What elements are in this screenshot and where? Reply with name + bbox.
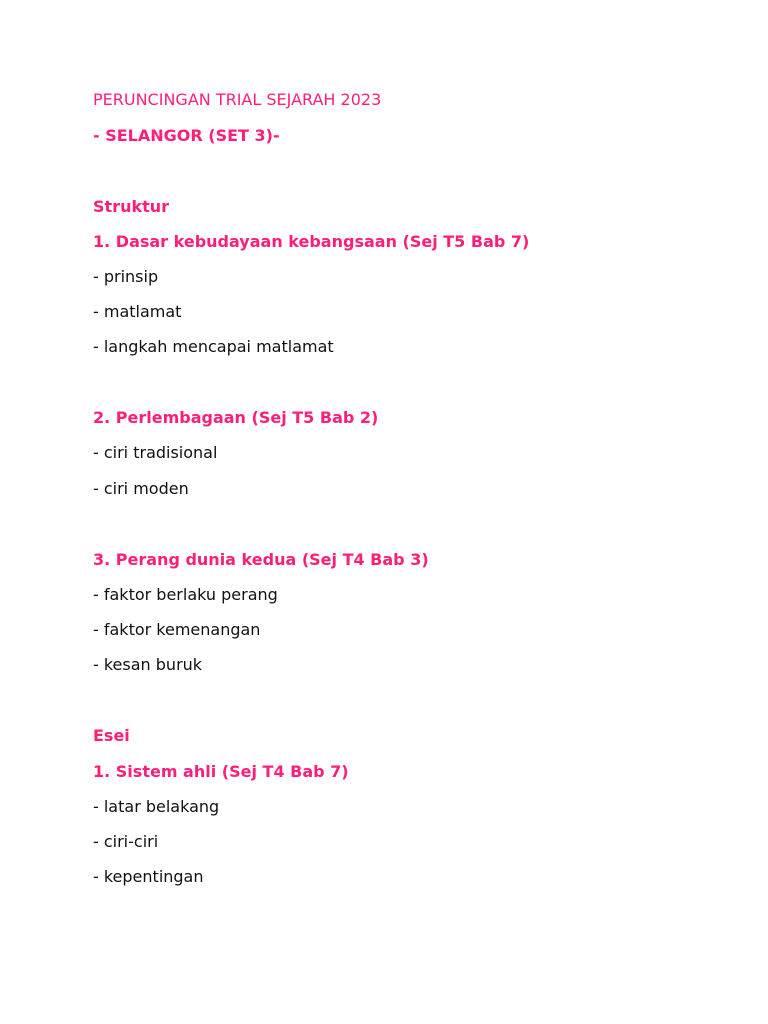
question-point: - matlamat <box>93 302 182 321</box>
question-title: 3. Perang dunia kedua (Sej T4 Bab 3) <box>93 550 429 569</box>
question-title: 1. Sistem ahli (Sej T4 Bab 7) <box>93 762 349 781</box>
question-title: 1. Dasar kebudayaan kebangsaan (Sej T5 Bab 7) <box>93 232 530 251</box>
question-point: - kepentingan <box>93 867 204 886</box>
question-point: - prinsip <box>93 267 159 286</box>
question-point: - ciri-ciri <box>93 832 159 851</box>
section-heading-esei: Esei <box>93 726 130 745</box>
question-point: - faktor berlaku perang <box>93 585 278 604</box>
question-point: - ciri tradisional <box>93 443 218 462</box>
question-point: - faktor kemenangan <box>93 620 261 639</box>
question-point: - kesan buruk <box>93 655 203 674</box>
question-point: - latar belakang <box>93 797 220 816</box>
question-point: - langkah mencapai matlamat <box>93 337 334 356</box>
question-title: 2. Perlembagaan (Sej T5 Bab 2) <box>93 408 379 427</box>
question-point: - ciri moden <box>93 479 189 498</box>
document-title: PERUNCINGAN TRIAL SEJARAH 2023 <box>93 90 382 109</box>
document-subtitle: - SELANGOR (SET 3)- <box>93 126 280 145</box>
section-heading-struktur: Struktur <box>93 197 170 216</box>
